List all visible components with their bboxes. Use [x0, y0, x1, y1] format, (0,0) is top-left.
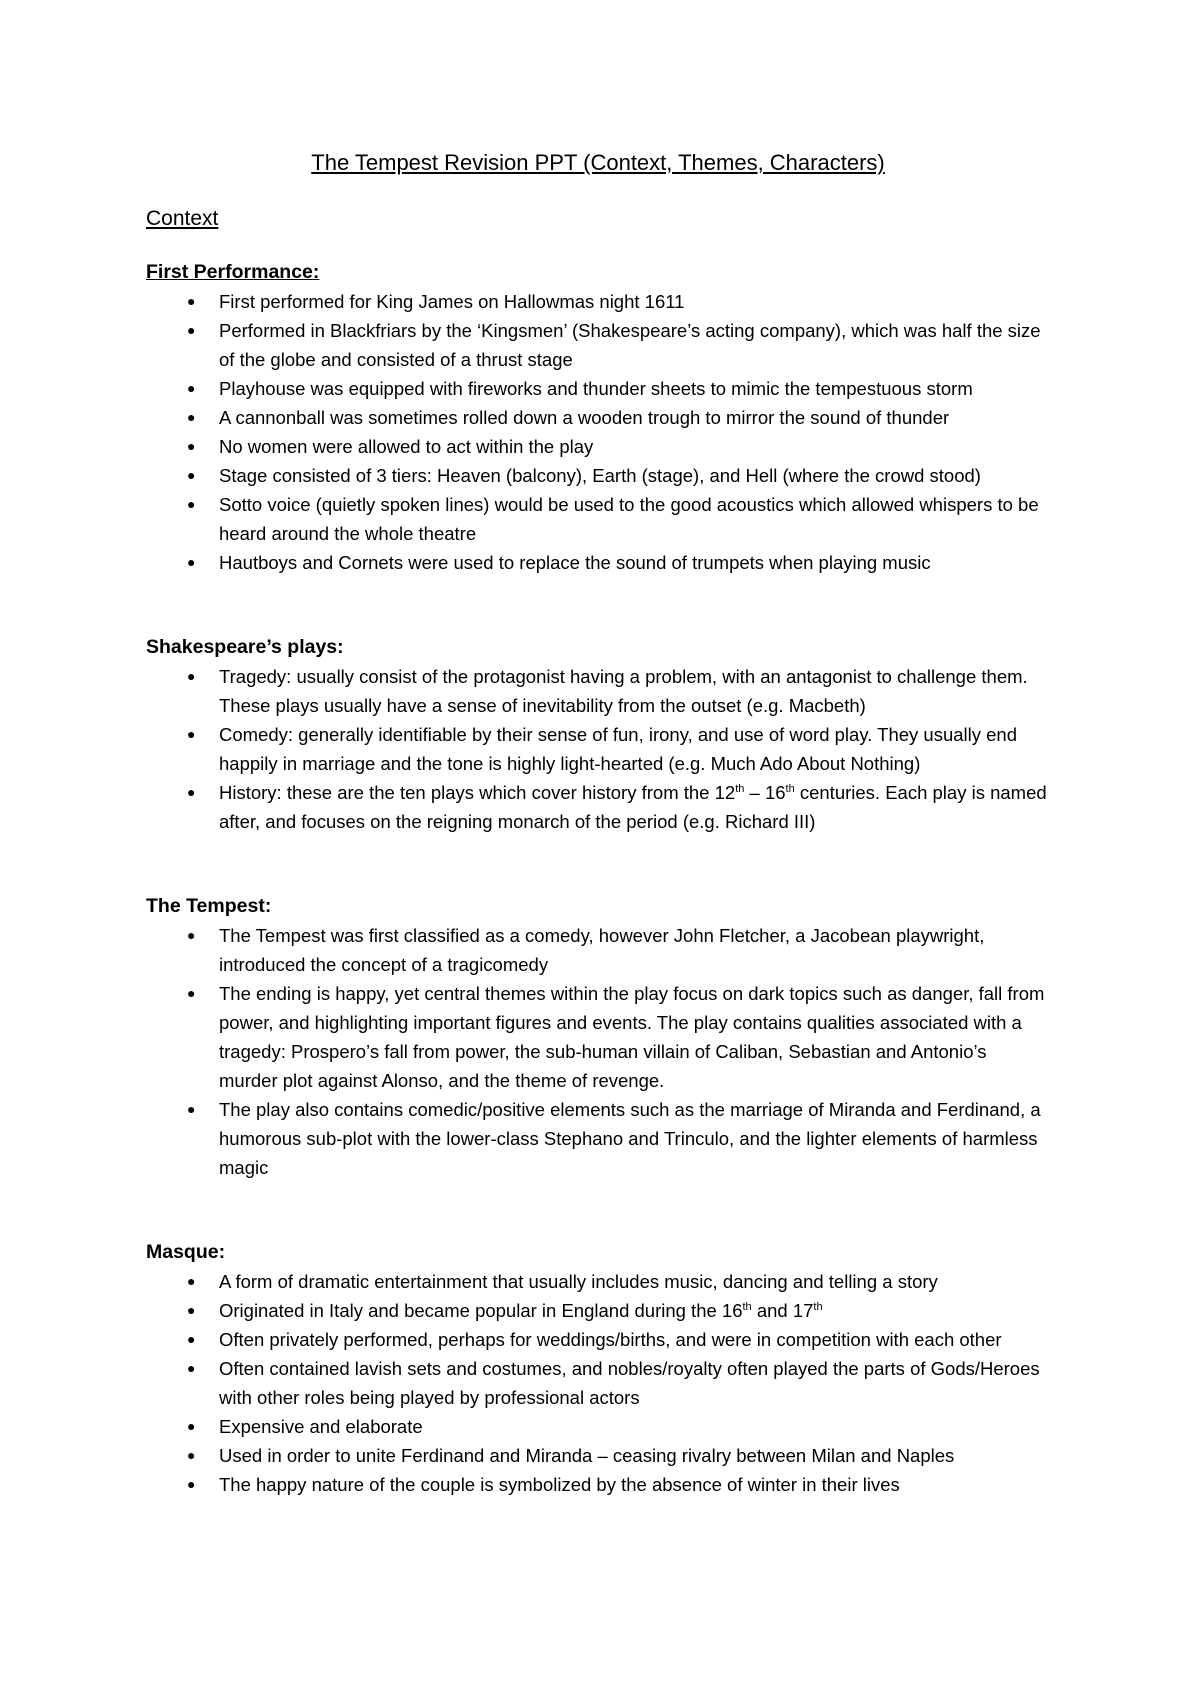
bullet-icon: ●: [187, 322, 196, 338]
bullet-item: [146, 1296, 1050, 1325]
bullet-item: [146, 1354, 1050, 1412]
bullet-list: [146, 287, 1050, 577]
bullet-text: The Tempest was first classified as a comedy, however John Fletcher, a Jacobean playwright, introduced the concept of a tragicomedy: [219, 925, 985, 975]
bullet-item: [146, 1095, 1050, 1182]
bullet-icon: ●: [187, 380, 196, 396]
bullet-item: [146, 316, 1050, 374]
bullet-text: First performed for King James on Hallowmas night 1611: [219, 291, 685, 312]
bullet-text: Playhouse was equipped with fireworks and thunder sheets to mimic the tempestuous storm: [219, 378, 973, 399]
bullet-item: [146, 374, 1050, 403]
bullet-icon: ●: [187, 1447, 196, 1463]
ordinal-suffix: th: [813, 1300, 823, 1313]
sections-container: [146, 258, 1050, 1499]
bullet-text: – 16: [744, 782, 786, 803]
bullet-text: No women were allowed to act within the play: [219, 436, 594, 457]
bullet-icon: ●: [187, 1273, 196, 1289]
bullet-icon: ●: [187, 784, 196, 800]
bullet-item: [146, 432, 1050, 461]
bullet-icon: ●: [187, 554, 196, 570]
bullet-icon: ●: [187, 438, 196, 454]
ordinal-suffix: th: [785, 782, 795, 795]
bullet-item: [146, 979, 1050, 1095]
bullet-list: [146, 921, 1050, 1182]
bullet-icon: ●: [187, 496, 196, 512]
bullet-text: A cannonball was sometimes rolled down a wooden trough to mirror the sound of thunder: [219, 407, 950, 428]
section-block: [146, 258, 1050, 577]
context-heading: Context: [146, 207, 219, 230]
bullet-text: History: these are the ten plays which cover history from the 12: [219, 782, 736, 803]
bullet-text: centuries. Each play is named after, and focuses on the reigning monarch of the period (e.g. Richard III): [219, 782, 1047, 832]
bullet-text: A form of dramatic entertainment that usually includes music, dancing and telling a story: [219, 1271, 938, 1292]
bullet-icon: ●: [187, 409, 196, 425]
bullet-text: Originated in Italy and became popular in England during the 16: [219, 1300, 743, 1321]
section-block: [146, 1238, 1050, 1499]
bullet-text: Stage consisted of 3 tiers: Heaven (balcony), Earth (stage), and Hell (where the crowd stood): [219, 465, 981, 486]
ordinal-suffix: th: [742, 1300, 752, 1313]
section-heading: First Performance:: [146, 261, 320, 283]
bullet-item: [146, 1412, 1050, 1441]
bullet-text: Often contained lavish sets and costumes, and nobles/royalty often played the parts of Gods/Heroes with other roles being played by professional actors: [219, 1358, 1040, 1408]
bullet-text: Sotto voice (quietly spoken lines) would be used to the good acoustics which allowed whispers to be heard around the whole theatre: [219, 494, 1039, 544]
section-heading: Masque:: [146, 1241, 226, 1263]
bullet-item: [146, 778, 1050, 836]
bullet-item: [146, 921, 1050, 979]
bullet-item: [146, 662, 1050, 720]
bullet-icon: ●: [187, 467, 196, 483]
bullet-item: [146, 1325, 1050, 1354]
bullet-icon: ●: [187, 1331, 196, 1347]
bullet-item: [146, 1267, 1050, 1296]
bullet-text: Tragedy: usually consist of the protagonist having a problem, with an antagonist to challenge them. These plays usually have a sense of inevitability from the outset (e.g. Macbeth): [219, 666, 1028, 716]
bullet-item: [146, 548, 1050, 577]
bullet-icon: ●: [187, 726, 196, 742]
bullet-icon: ●: [187, 1302, 196, 1318]
bullet-icon: ●: [187, 293, 196, 309]
bullet-item: [146, 461, 1050, 490]
bullet-item: [146, 287, 1050, 316]
bullet-icon: ●: [187, 985, 196, 1001]
bullet-text: The play also contains comedic/positive elements such as the marriage of Miranda and Ferdinand, a humorous sub-plot with the lower-class Stephano and Trinculo, and the lighter elements of harmless magic: [219, 1099, 1041, 1178]
bullet-text: Comedy: generally identifiable by their sense of fun, irony, and use of word play. They usually end happily in marriage and the tone is highly light-hearted (e.g. Much Ado About Nothing): [219, 724, 1018, 774]
bullet-list: [146, 1267, 1050, 1499]
section-heading: The Tempest:: [146, 895, 272, 917]
bullet-icon: ●: [187, 1418, 196, 1434]
document-title: The Tempest Revision PPT (Context, Themes, Characters): [311, 150, 885, 175]
bullet-icon: ●: [187, 1476, 196, 1492]
bullet-text: Performed in Blackfriars by the ‘Kingsmen’ (Shakespeare’s acting company), which was half the size of the globe and consisted of a thrust stage: [219, 320, 1041, 370]
bullet-text: Often privately performed, perhaps for weddings/births, and were in competition with each other: [219, 1329, 1002, 1350]
bullet-item: [146, 490, 1050, 548]
bullet-icon: ●: [187, 668, 196, 684]
bullet-text: Used in order to unite Ferdinand and Miranda – ceasing rivalry between Milan and Naples: [219, 1445, 955, 1466]
section-block: [146, 892, 1050, 1182]
bullet-item: [146, 1441, 1050, 1470]
bullet-icon: ●: [187, 1360, 196, 1376]
bullet-item: [146, 720, 1050, 778]
bullet-text: Hautboys and Cornets were used to replace the sound of trumpets when playing music: [219, 552, 931, 573]
ordinal-suffix: th: [735, 782, 745, 795]
bullet-text: Expensive and elaborate: [219, 1416, 423, 1437]
bullet-text: The happy nature of the couple is symbolized by the absence of winter in their lives: [219, 1474, 900, 1495]
bullet-item: [146, 1470, 1050, 1499]
bullet-icon: ●: [187, 927, 196, 943]
bullet-item: [146, 403, 1050, 432]
bullet-icon: ●: [187, 1101, 196, 1117]
section-heading: Shakespeare’s plays:: [146, 636, 344, 658]
section-block: [146, 633, 1050, 836]
bullet-list: [146, 662, 1050, 836]
bullet-text: The ending is happy, yet central themes within the play focus on dark topics such as danger, fall from power, and highlighting important figures and events. The play contains qualities associated with a tragedy: Prospero’s fall from power, the sub-human villain of Caliban, Sebastian and Antonio’s murder plot against Alonso, and the theme of revenge.: [219, 983, 1045, 1091]
bullet-text: and 17: [751, 1300, 814, 1321]
